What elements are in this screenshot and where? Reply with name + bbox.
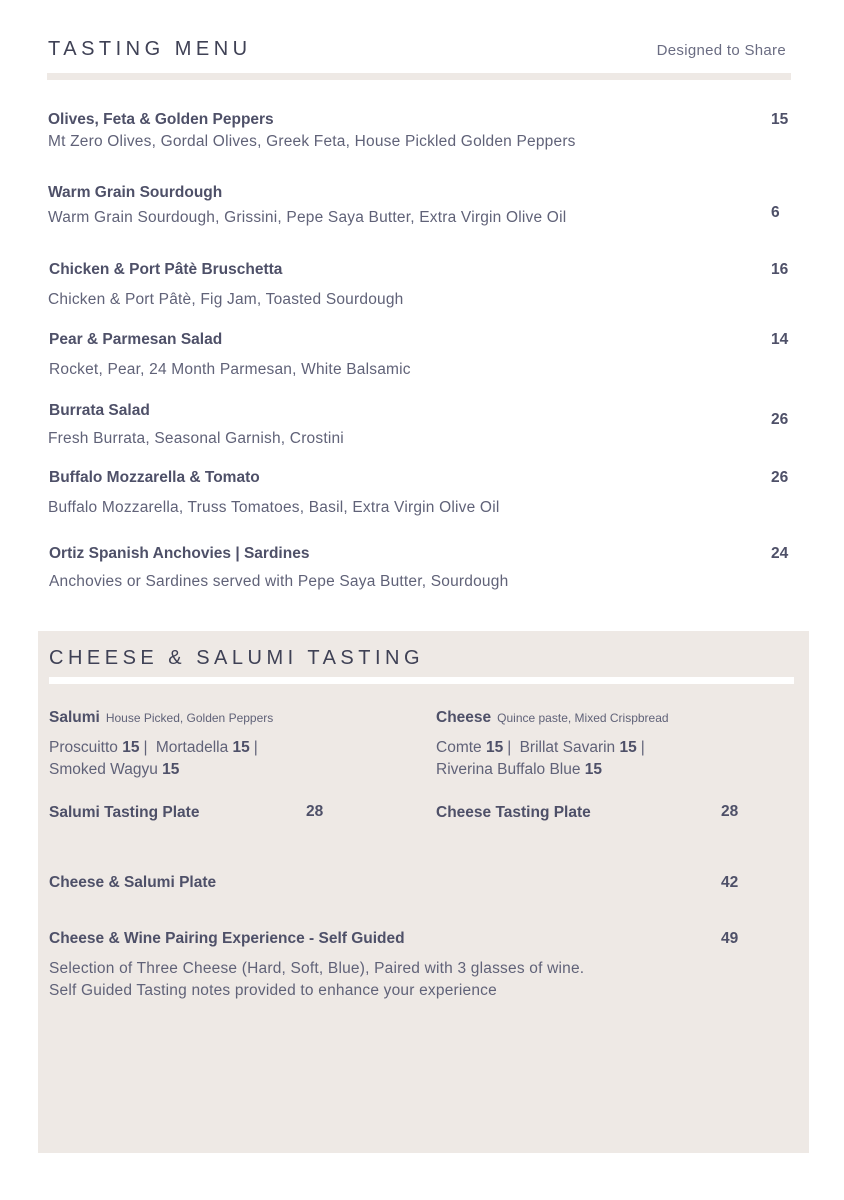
menu-item-description: Buffalo Mozzarella, Truss Tomatoes, Basil, Extra Virgin Olive Oil bbox=[48, 499, 500, 516]
page-subtitle: Designed to Share bbox=[656, 42, 786, 59]
salumi-heading bbox=[49, 709, 273, 727]
menu-item-name: Warm Grain Sourdough bbox=[48, 184, 223, 201]
salumi-item-price: 15 bbox=[122, 739, 140, 756]
separator: | bbox=[253, 739, 258, 756]
menu-item-description: Fresh Burrata, Seasonal Garnish, Crostini bbox=[48, 430, 344, 447]
salumi-item-name: Proscuitto bbox=[49, 739, 118, 756]
menu-item-price: 15 bbox=[771, 111, 789, 128]
salumi-item-name: Smoked Wagyu bbox=[49, 761, 158, 778]
menu-item-name: Chicken & Port Pâtè Bruschetta bbox=[49, 261, 283, 278]
cheese-item-name: Brillat Savarin bbox=[519, 739, 616, 756]
cheese-item-price: 15 bbox=[584, 761, 603, 778]
menu-item-price: 26 bbox=[771, 411, 789, 428]
pairing-description-line-1: Selection of Three Cheese (Hard, Soft, Blue), Paired with 3 glasses of wine. bbox=[49, 960, 585, 977]
salumi-note: House Picked, Golden Peppers bbox=[105, 711, 274, 725]
cheese-list bbox=[436, 737, 776, 781]
menu-item-name: Olives, Feta & Golden Peppers bbox=[48, 111, 274, 128]
cheese-item-name: Riverina Buffalo Blue bbox=[436, 761, 581, 778]
menu-item-price: 14 bbox=[771, 331, 789, 348]
section-divider bbox=[49, 677, 794, 684]
menu-item-name: Burrata Salad bbox=[49, 402, 150, 419]
menu-item-price: 26 bbox=[771, 469, 789, 486]
menu-item-description: Rocket, Pear, 24 Month Parmesan, White Balsamic bbox=[49, 361, 411, 378]
menu-item-description: Chicken & Port Pâtè, Fig Jam, Toasted Sourdough bbox=[48, 291, 404, 308]
combo-plate-price: 42 bbox=[721, 874, 739, 891]
separator: | bbox=[507, 739, 512, 756]
separator: | bbox=[143, 739, 148, 756]
menu-item-description: Mt Zero Olives, Gordal Olives, Greek Feta, House Pickled Golden Peppers bbox=[48, 133, 576, 150]
salumi-list bbox=[49, 737, 379, 781]
menu-item-description: Warm Grain Sourdough, Grissini, Pepe Saya Butter, Extra Virgin Olive Oil bbox=[48, 209, 567, 226]
salumi-plate-name: Salumi Tasting Plate bbox=[49, 804, 200, 821]
salumi-item-name: Mortadella bbox=[155, 739, 229, 756]
cheese-item-price: 15 bbox=[485, 739, 504, 756]
salumi-item-price: 15 bbox=[162, 761, 180, 778]
menu-item-name: Buffalo Mozzarella & Tomato bbox=[49, 469, 260, 486]
separator: | bbox=[640, 739, 645, 756]
section-title: CHEESE & SALUMI TASTING bbox=[49, 647, 425, 669]
combo-plate-name: Cheese & Salumi Plate bbox=[49, 874, 217, 891]
page-title: TASTING MENU bbox=[48, 38, 252, 60]
menu-item-name: Pear & Parmesan Salad bbox=[49, 331, 223, 348]
menu-item-price: 6 bbox=[771, 204, 780, 221]
pairing-name: Cheese & Wine Pairing Experience - Self Guided bbox=[49, 930, 405, 947]
menu-item-price: 16 bbox=[771, 261, 789, 278]
cheese-item-price: 15 bbox=[619, 739, 637, 756]
cheese-item-name: Comte bbox=[436, 739, 482, 756]
salumi-heading-label: Salumi bbox=[49, 709, 100, 726]
header-divider bbox=[47, 73, 791, 80]
pairing-price: 49 bbox=[721, 930, 739, 947]
menu-item-name: Ortiz Spanish Anchovies | Sardines bbox=[49, 545, 310, 562]
menu-item-description: Anchovies or Sardines served with Pepe Saya Butter, Sourdough bbox=[49, 573, 509, 590]
menu-item-price: 24 bbox=[771, 545, 789, 562]
salumi-item-price: 15 bbox=[232, 739, 250, 756]
pairing-description-line-2: Self Guided Tasting notes provided to enhance your experience bbox=[49, 982, 497, 999]
cheese-note: Quince paste, Mixed Crispbread bbox=[497, 711, 669, 725]
cheese-plate-price: 28 bbox=[721, 803, 739, 820]
cheese-heading-label: Cheese bbox=[436, 709, 492, 726]
salumi-plate-price: 28 bbox=[306, 803, 324, 820]
cheese-plate-name: Cheese Tasting Plate bbox=[436, 804, 591, 821]
cheese-heading bbox=[436, 709, 669, 727]
